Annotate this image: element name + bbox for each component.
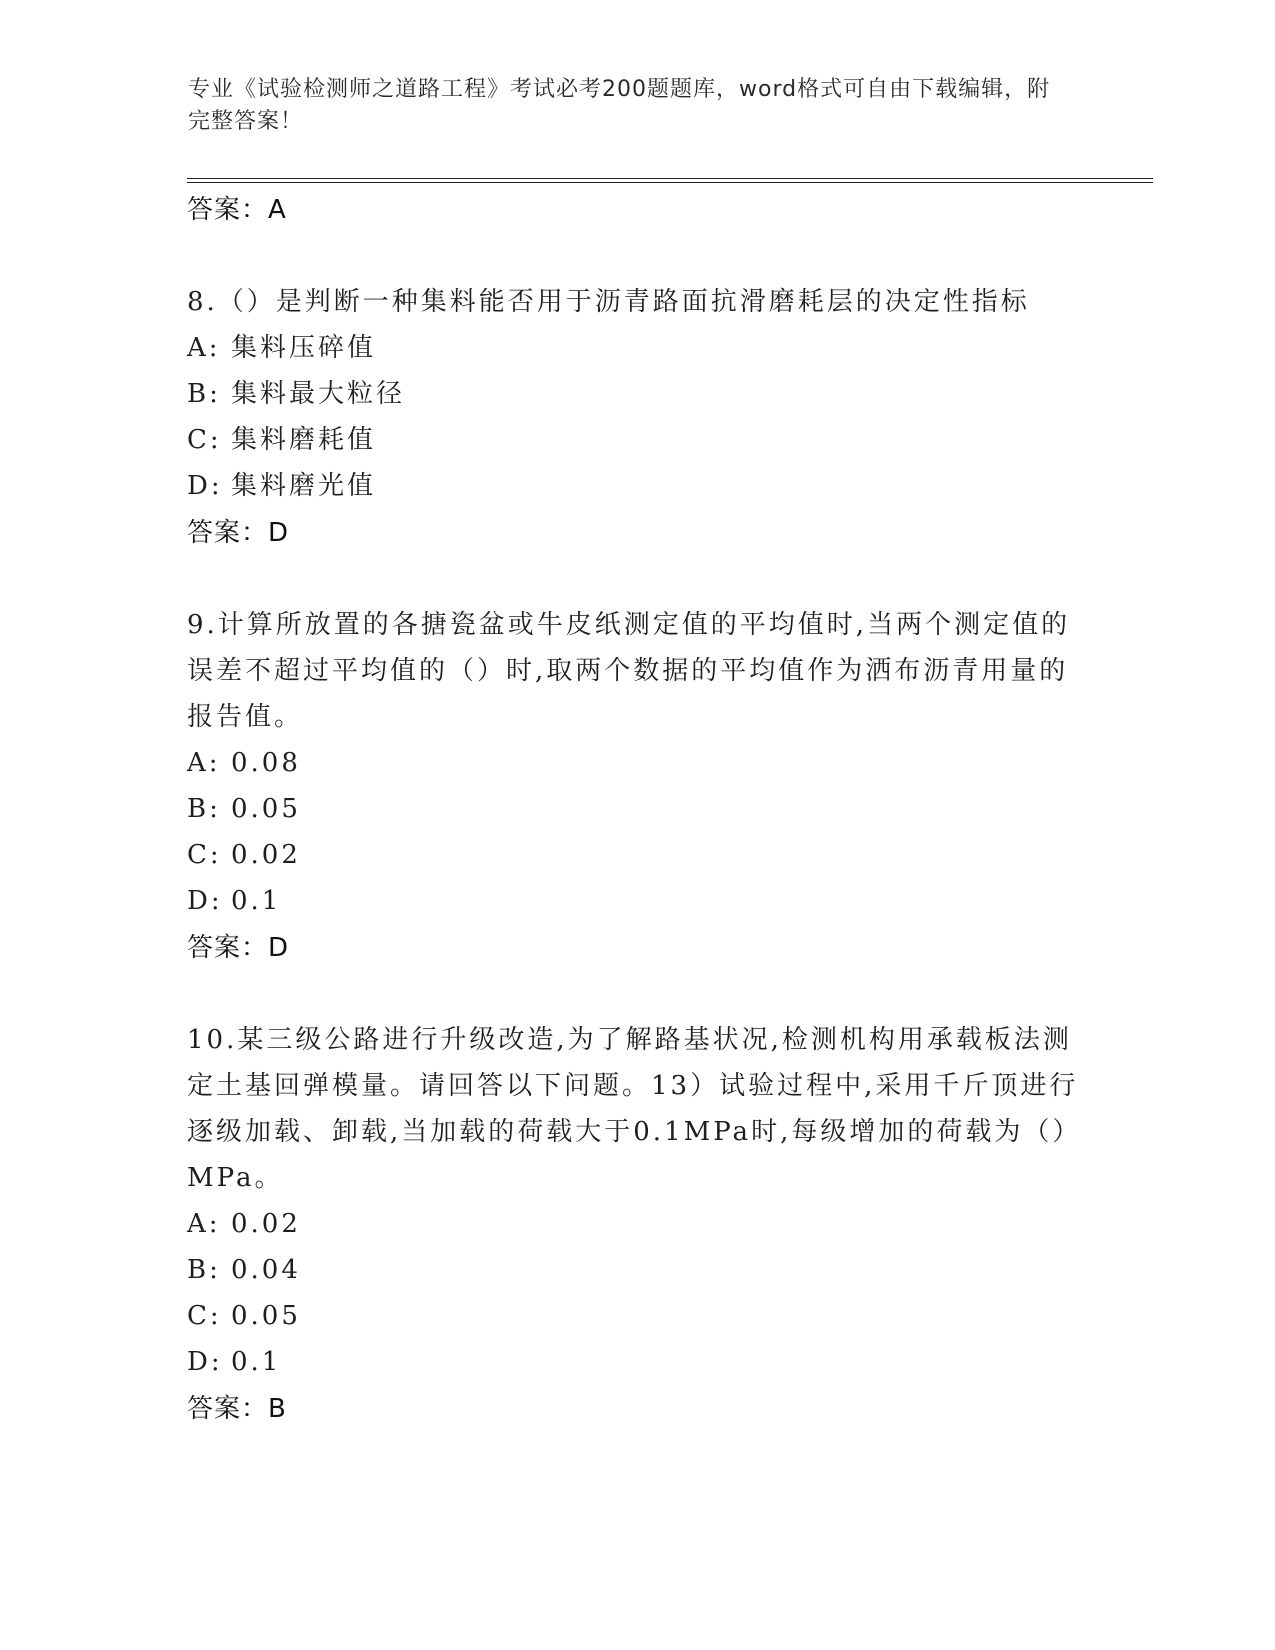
option-text: 0.08 <box>231 748 301 778</box>
option-key: C: <box>187 840 222 870</box>
option-b <box>187 1247 1087 1293</box>
option-text: 集料磨光值 <box>231 471 377 501</box>
option-c <box>187 832 1087 878</box>
question-block <box>187 1017 1087 1433</box>
option-text: 0.02 <box>231 1209 301 1239</box>
option-text: 0.1 <box>231 886 282 916</box>
option-text: 0.02 <box>231 840 301 870</box>
option-text: 集料压碎值 <box>231 333 377 363</box>
answer-line: 答案：D <box>187 518 290 548</box>
option-key: B: <box>187 1255 221 1285</box>
document-header <box>188 74 1068 138</box>
header-divider <box>187 178 1153 183</box>
option-a <box>187 740 1087 786</box>
option-d <box>187 878 1087 924</box>
previous-answer: 答案：A <box>187 195 287 225</box>
document-body <box>187 186 1087 1433</box>
option-b <box>187 786 1087 832</box>
header-title: 专业《试验检测师之道路工程》考试必考200题题库，word格式可自由下载编辑，附完整答案！ <box>188 77 1051 134</box>
option-key: B: <box>187 379 221 409</box>
option-text: 0.1 <box>231 1347 282 1377</box>
option-key: A: <box>187 1209 221 1239</box>
option-key: D: <box>187 886 223 916</box>
question-stem: 8.（）是判断一种集料能否用于沥青路面抗滑磨耗层的决定性指标 <box>187 287 1030 317</box>
option-key: C: <box>187 1301 222 1331</box>
option-a <box>187 325 1087 371</box>
answer-line: 答案：D <box>187 933 290 963</box>
option-d <box>187 463 1087 509</box>
option-key: D: <box>187 1347 223 1377</box>
option-key: A: <box>187 333 221 363</box>
option-text: 0.05 <box>231 794 301 824</box>
option-text: 0.05 <box>231 1301 301 1331</box>
question-stem: 9.计算所放置的各搪瓷盆或牛皮纸测定值的平均值时,当两个测定值的误差不超过平均值的（）时,取两个数据的平均值作为洒布沥青用量的报告值。 <box>187 610 1071 732</box>
question-block <box>187 602 1087 972</box>
option-c <box>187 417 1087 463</box>
option-key: B: <box>187 794 221 824</box>
option-key: D: <box>187 471 223 501</box>
question-stem: 10.某三级公路进行升级改造,为了解路基状况,检测机构用承载板法测定土基回弹模量。请回答以下问题。13）试验过程中,采用千斤顶进行逐级加载、卸载,当加载的荷载大于0.1MPa时,每级增加的荷载为（）MPa。 <box>187 1025 1082 1193</box>
option-key: A: <box>187 748 221 778</box>
answer-line: 答案：B <box>187 1394 287 1424</box>
option-c <box>187 1293 1087 1339</box>
option-a <box>187 1201 1087 1247</box>
question-block <box>187 279 1087 557</box>
option-d <box>187 1339 1087 1385</box>
option-text: 0.04 <box>231 1255 301 1285</box>
option-key: C: <box>187 425 222 455</box>
option-text: 集料磨耗值 <box>231 425 377 455</box>
option-b <box>187 371 1087 417</box>
option-text: 集料最大粒径 <box>231 379 406 409</box>
